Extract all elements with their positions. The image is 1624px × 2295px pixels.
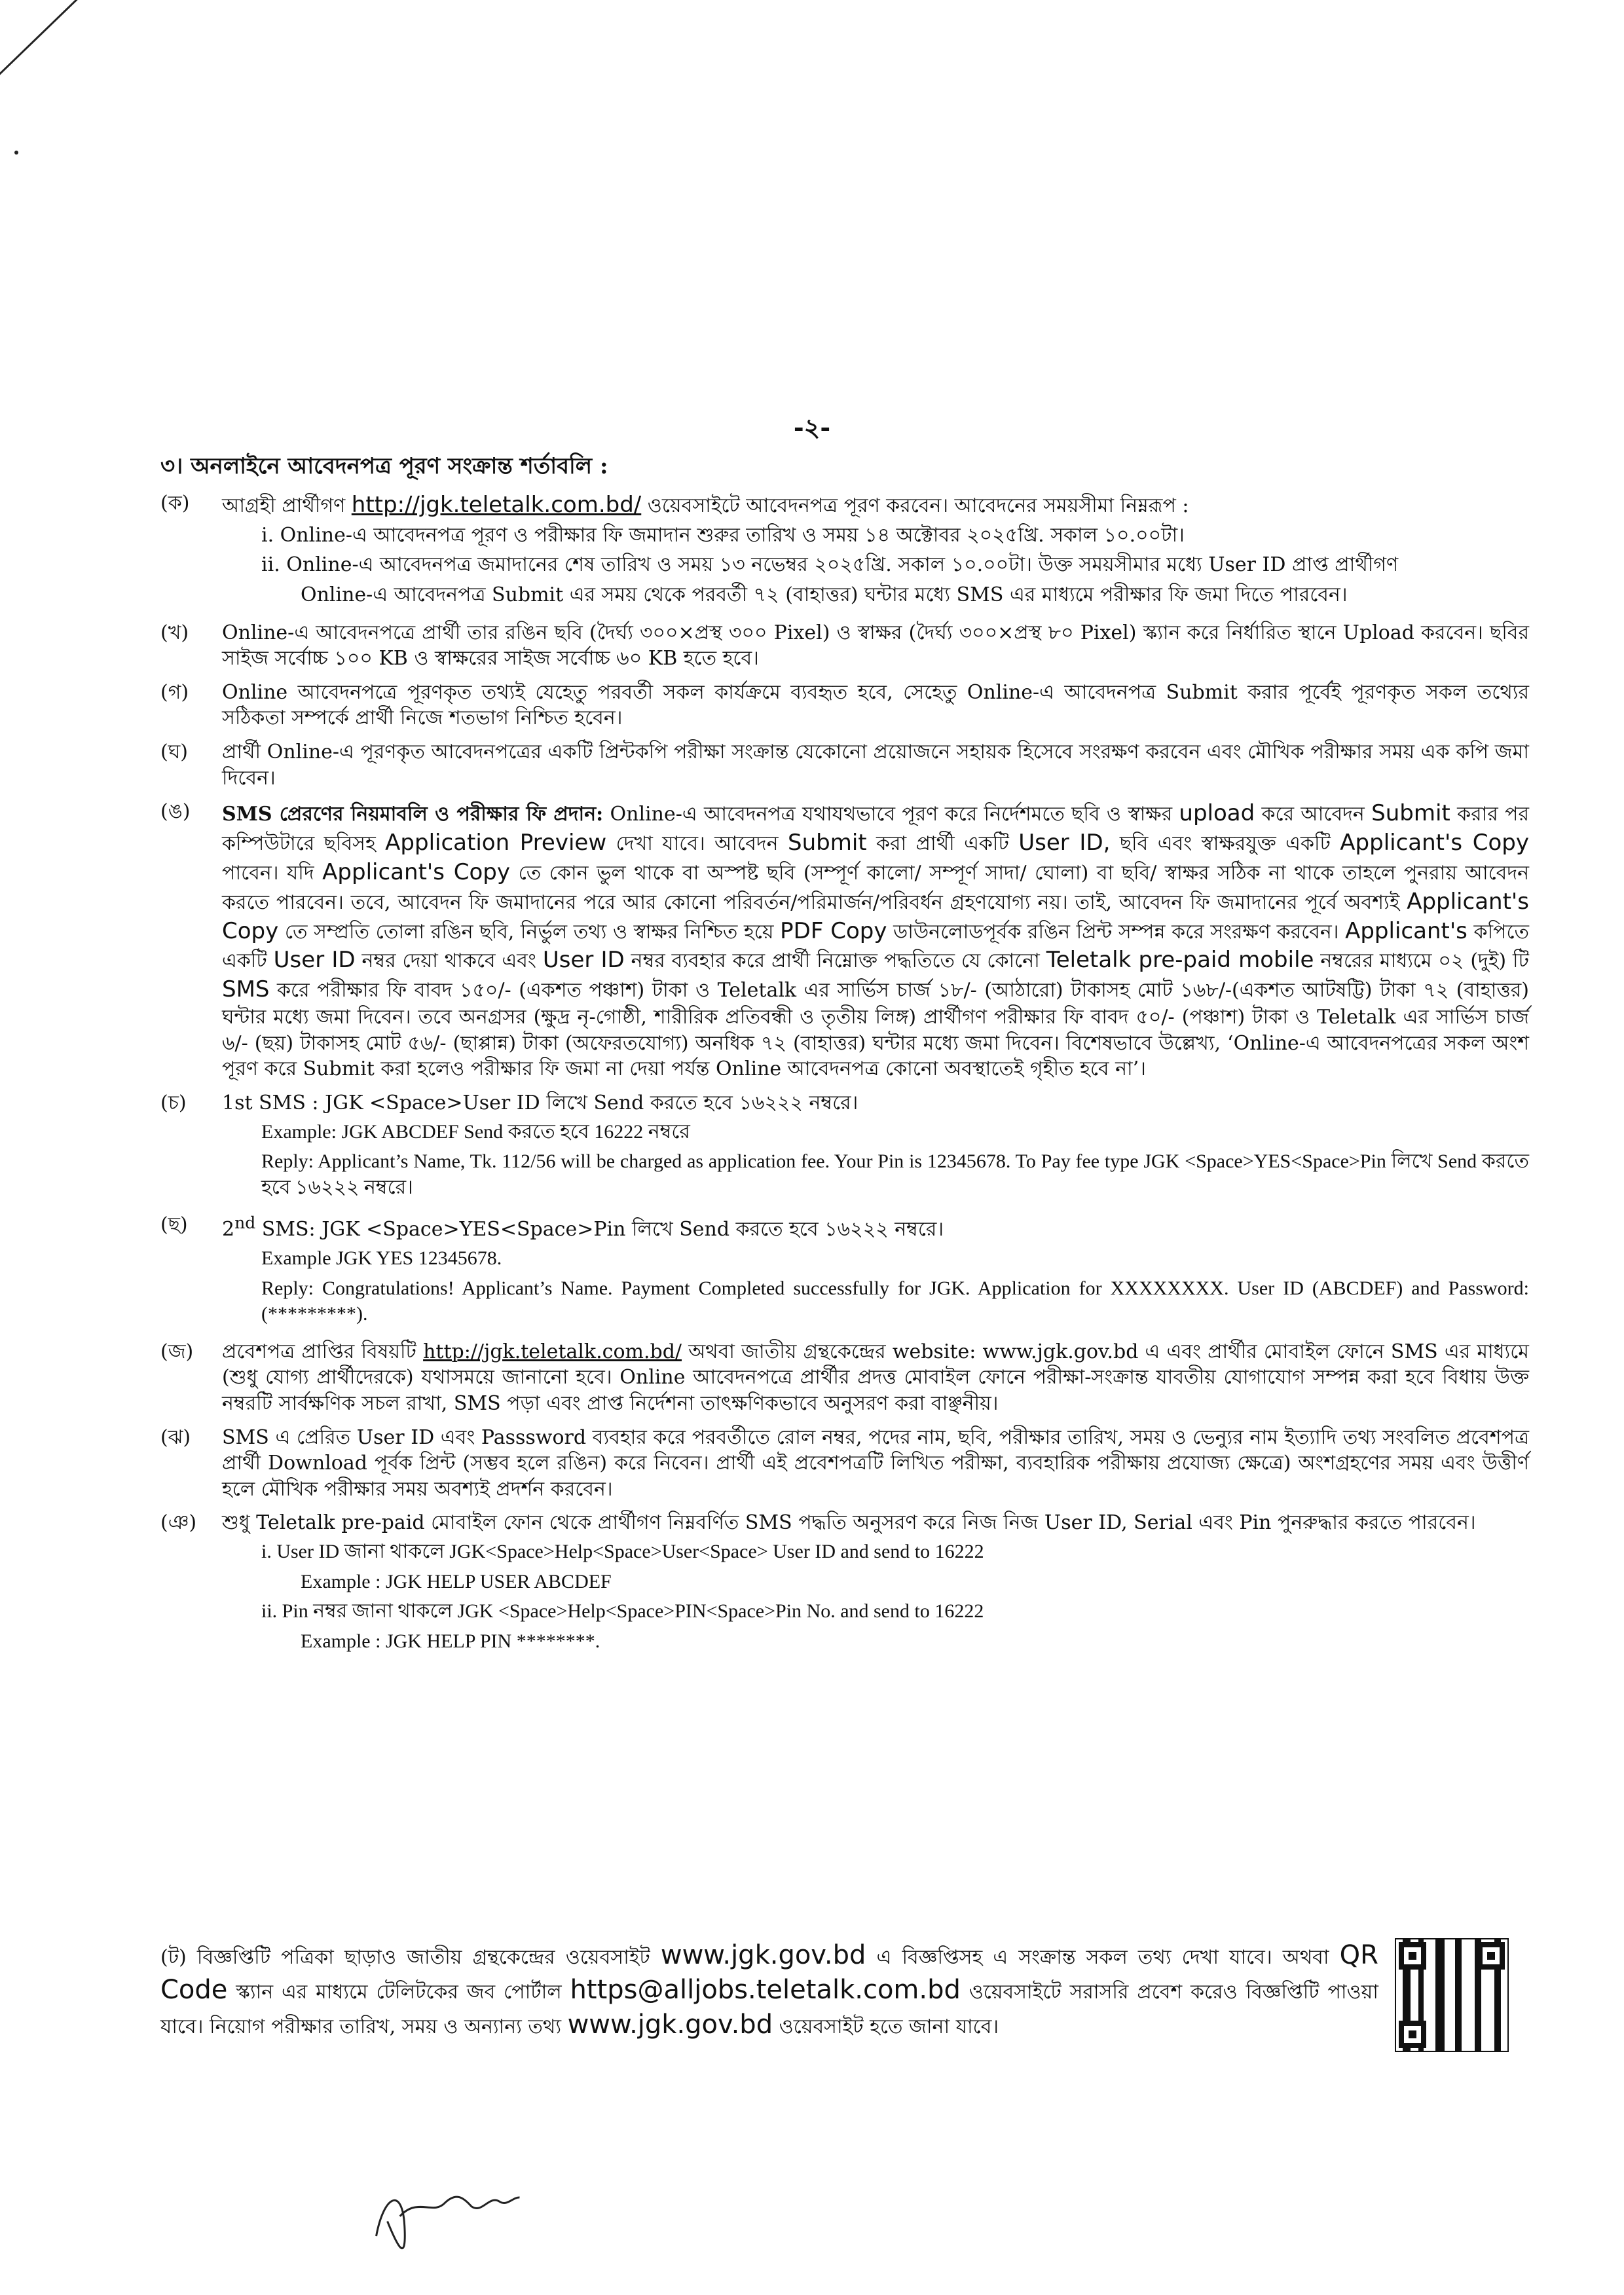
item-text: করে পরীক্ষার ফি বাবদ ১৫০/- (একশত পঞ্চাশ) টাকা ও Teletalk এর সার্ভিস চার্জ ১৮/- (আঠারো) টাকাসহ মোট ১৬৮/-(একশত আটষট্টি) টাকা ৭২ (বাহাত্তর) ঘন্টার মধ্যে জমা দিবেন। তবে অনগ্রসর (ক্ষুদ্র নৃ-গোষ্ঠী, শারীরিক প্রতিবন্ধী ও তৃতীয় লিঙ্গ) প্রার্থীগণ পরীক্ষার ফি বাবদ ৫০/- (পঞ্চাশ) টাকা ও Teletalk এর সার্ভিস চার্জ ৬/- (ছয়) টাকাসহ মোট ৫৬/- (ছাপ্পান্ন) টাকা (অফেরতযোগ্য) অনধিক ৭২ (বাহাত্তর) ঘন্টার মধ্যে জমা দিবেন। বিশেষভাবে উল্লেখ্য, ‘Online-এ আবেদনপত্রের সকল অংশ পূরণ করে Submit করা হলেও পরীক্ষার ফি জমা না দেয়া পর্যন্ত Online আবেদনপত্র কোনো অবস্থাতেই গৃহীত হবে না’। [222, 979, 1529, 1081]
item-text: Applicant's Copy [322, 858, 511, 885]
item-marker: (ক) [160, 491, 190, 515]
item-text: User ID [542, 947, 625, 974]
sms-reply-1: Reply: Applicant’s Name, Tk. 112/56 will be charged as application fee. Your Pin is 12345678. To Pay fee type JGK <Space>YES<Space>Pin লিখে Send করতে হবে ১৬২২২ নম্বরে। [261, 1150, 1529, 1198]
item-marker: (গ) [160, 680, 189, 704]
subitem-ii: ii. Online-এ আবেদনপত্র জমাদানের শেষ তারিখ ও সময় ১৩ নভেম্বর ২০২৫খ্রি. সকাল ১০.০০টা। উক্ত সময়সীমার মধ্যে User ID প্রাপ্ত প্রার্থীগণ [261, 553, 1399, 577]
item-body: প্রার্থী Online-এ পূরণকৃত আবেদনপত্রের একটি প্রিন্টকপি পরীক্ষা সংক্রান্ত যেকোনো প্রয়োজনে সহায়ক হিসেবে সংরক্ষণ করবেন এবং মৌখিক পরীক্ষার সময় এক কপি জমা দিবেন। [222, 740, 1529, 790]
item-body [222, 1212, 1529, 1331]
item-text: ওয়েবসাইট হতে জানা যাবে। [779, 2015, 999, 2038]
item-ga [160, 680, 1529, 731]
sms-step-2 [222, 1212, 1529, 1243]
section-heading: ৩। অনলাইনে আবেদনপত্র পূরণ সংক্রান্ত শর্তাবলি : [160, 453, 608, 479]
item-body [222, 490, 1529, 612]
item-kha [160, 620, 1529, 672]
website-link-2[interactable]: www.jgk.gov.bd [567, 2009, 773, 2040]
item-text: Applicant's [1345, 917, 1467, 944]
item-text: বিজ্ঞপ্তিটি পত্রিকা ছাড়াও জাতীয় গ্রন্থকেন্দ্রের ওয়েবসাইট [196, 1946, 650, 1969]
item-text: তে কোন ভুল থাকে বা অস্পষ্ট ছবি (সম্পূর্ণ কালো/ সম্পূর্ণ সাদা/ ঘোলা) বা ছবি/ স্বাক্ষর সঠিক না থাকে তাহলে পুনরায় আবেদন করতে পারবেন। তবে, আবেদন ফি জমাদানের পরে আর কোনো পরিবর্তন/পরিমার্জন/পরিবর্ধন গ্রহণযোগ্য নয়। তাই, আবেদন ফি জমাদানের পূর্বে অবশ্যই [222, 861, 1529, 914]
item-text: Online-এ আবেদনপত্র যথাযথভাবে পূরণ করে নির্দেশমতে ছবি ও স্বাক্ষর [610, 803, 1173, 826]
item-marker: (ট) [160, 1946, 187, 1969]
item-text: Applicant's Copy [222, 888, 1529, 944]
page-number: -২- [793, 413, 831, 442]
item-marker: (খ) [160, 621, 189, 644]
item-text: SMS [222, 976, 270, 1003]
item-cha [160, 1090, 1529, 1204]
item-text: Submit [1371, 800, 1450, 827]
recovery-user-id: i. User ID জানা থাকলে JGK<Space>Help<Space>User<Space> User ID and send to 16222 [261, 1540, 984, 1562]
recovery-pin-example: Example : JGK HELP PIN ********. [301, 1630, 600, 1652]
item-text: Teletalk pre-paid mobile [1046, 947, 1314, 974]
item-body: Online আবেদনপত্রে পূরণকৃত তথ্যই যেহেতু পরবর্তী সকল কার্যক্রমে ব্যবহৃত হবে, সেহেতু Online-এ আবেদনপত্র Submit করার পূর্বেই পূরণকৃত সকল তথ্যের সঠিকতা সম্পর্কে প্রার্থী নিজে শতভাগ নিশ্চিত হবেন। [222, 680, 1529, 730]
item-text: SMS: JGK <Space>YES<Space>Pin লিখে Send করতে হবে ১৬২২২ নম্বরে। [255, 1218, 944, 1241]
terms-section [160, 452, 1529, 1666]
superscript: nd [234, 1213, 256, 1233]
recovery-intro: শুধু Teletalk pre-paid মোবাইল ফোন থেকে প্রার্থীগণ নিম্নবর্ণিত SMS পদ্ধতি অনুসরণ করে নিজ নিজ User ID, Serial এবং Pin পুনরুদ্ধার করতে পারবেন। [222, 1511, 1476, 1535]
item-text: অথবা জাতীয় গ্রন্থকেন্দ্রের website: www.jgk.gov.bd এ এবং প্রার্থীর মোবাইল ফোনে SMS এর মাধ্যমে (শুধু যোগ্য প্রার্থীদেরকে) যথাসময়ে জানানো হবে। Online আবেদনপত্রে প্রার্থীর প্রদত্ত মোবাইল ফোনে পরীক্ষা-সংক্রান্ত যাবতীয় যোগাযোগ সম্পন্ন করা হবে বিধায় উক্ত নম্বরটি সার্বক্ষণিক সচল রাখা, SMS পড়া এবং প্রাপ্ত নির্দেশনা তাৎক্ষণিকভাবে অনুসরণ করা বাঞ্ছনীয়। [222, 1340, 1529, 1415]
item-text: ওয়েবসাইটে সরাসরি প্রবেশ করেও বিজ্ঞপ্তিটি পাওয়া যাবে। নিয়োগ পরীক্ষার তারিখ, সময় ও অন্যান্য তথ্য [160, 1980, 1378, 2038]
sms-rules-title: SMS প্রেরণের নিয়মাবলি ও পরীক্ষার ফি প্রদান: [222, 803, 604, 826]
website-link[interactable]: www.jgk.gov.bd [660, 1940, 866, 1970]
item-marker: (ঙ) [160, 800, 191, 824]
item-text: দেখা যাবে। আবেদন [616, 832, 779, 855]
item-body [222, 1510, 1529, 1658]
recovery-pin: ii. Pin নম্বর জানা থাকলে JGK <Space>Help<Space>PIN<Space>Pin No. and send to 16222 [261, 1600, 984, 1623]
item-text: নম্বর ব্যবহার করে প্রার্থী নিম্নোক্ত পদ্ধতিতে যে কোনো [631, 949, 1040, 973]
item-marker: (ঝ) [160, 1425, 191, 1449]
item-text: এ বিজ্ঞপ্তিসহ এ সংক্রান্ত সকল তথ্য দেখা যাবে। অথবা [876, 1946, 1329, 1969]
qr-finder [1399, 1942, 1426, 1970]
item-text: Application Preview [385, 829, 607, 856]
item-text: করার পর কম্পিউটারে ছবিসহ [222, 803, 1529, 855]
signature-stroke [372, 2183, 525, 2252]
scan-dot [14, 151, 18, 155]
item-text: ছবি এবং স্বাক্ষরযুক্ত একটি [1119, 832, 1331, 855]
item-text: QR Code [160, 1940, 1378, 2005]
item-marker: (জ) [160, 1340, 194, 1363]
item-uma [160, 799, 1529, 1082]
item-text: নম্বর দেয়া থাকবে এবং [361, 949, 536, 973]
sms-example-1: Example: JGK ABCDEF Send করতে হবে 16222 নম্বরে [261, 1120, 690, 1143]
qr-code-icon[interactable] [1395, 1938, 1509, 2052]
subitem-ii-cont: Online-এ আবেদনপত্র Submit এর সময় থেকে পরবর্তী ৭২ (বাহাত্তর) ঘন্টার মধ্যে SMS এর মাধ্যমে পরীক্ষার ফি জমা দিতে পারবেন। [301, 583, 1348, 606]
item-ja [160, 1339, 1529, 1417]
qr-finder [1477, 1942, 1505, 1970]
item-text: নম্বরের মাধ্যমে ০২ (দুই) টি [1320, 949, 1529, 973]
item-ta [160, 1938, 1378, 2042]
item-jha [160, 1425, 1529, 1503]
qr-finder [1399, 2021, 1426, 2048]
item-text: 2 [222, 1218, 235, 1241]
scan-edge-line [0, 0, 151, 94]
item-text: পাবেন। যদি [222, 861, 314, 885]
item-ka [160, 490, 1529, 612]
item-text: PDF Copy [780, 917, 887, 944]
item-text: স্ক্যান এর মাধ্যমে টেলিটকের জব পোর্টাল [236, 1980, 562, 2004]
item-text: করে আবেদন [1261, 803, 1365, 826]
sms-step-1: 1st SMS : JGK <Space>User ID লিখে Send করতে হবে ১৬২২২ নম্বরে। [222, 1092, 858, 1114]
subitem-i: i. Online-এ আবেদনপত্র পূরণ ও পরীক্ষার ফি জমাদান শুরুর তারিখ ও সময় ১৪ অক্টোবর ২০২৫খ্রি. সকাল ১০.০০টা। [261, 523, 1185, 547]
signature-icon [363, 2163, 528, 2256]
item-text: User ID [273, 947, 356, 974]
item-text: আগ্রহী প্রার্থীগণ [222, 494, 346, 517]
item-marker: (চ) [160, 1092, 187, 1114]
item-text: ডাউনলোডপূর্বক রঙিন প্রিন্ট সম্পন্ন করে সংরক্ষণ করবেন। [893, 920, 1339, 944]
item-marker: (ঘ) [160, 740, 188, 763]
item-nya [160, 1510, 1529, 1658]
item-marker: (ঞ) [160, 1511, 197, 1535]
job-portal-link[interactable]: https@alljobs.teletalk.com.bd [570, 1974, 961, 2005]
item-body [222, 1090, 1529, 1204]
item-body: SMS এ প্রেরিত User ID এবং Passsword ব্যবহার করে পরবর্তীতে রোল নম্বর, পদের নাম, ছবি, পরীক্ষার তারিখ, সময় ও ভেন্যুর নাম ইত্যাদি তথ্য সংবলিত প্রবেশপত্র প্রার্থী Download পূর্বক প্রিন্ট (সম্ভব হলে রঙিন) করে নিবেন। প্রার্থী এই প্রবেশপত্রটি লিখিত পরীক্ষা, ব্যবহারিক পরীক্ষায় প্রযোজ্য ক্ষেত্রে) অংশগ্রহণের সময় এবং উত্তীর্ণ হলে মৌখিক পরীক্ষার সময় অবশ্যই প্রদর্শন করবেন। [222, 1425, 1529, 1501]
item-chha [160, 1212, 1529, 1331]
item-text: প্রবেশপত্র প্রাপ্তির বিষয়টি [222, 1340, 416, 1363]
item-body [222, 1339, 1529, 1417]
recovery-user-id-example: Example : JGK HELP USER ABCDEF [301, 1570, 612, 1592]
item-text: তে সম্প্রতি তোলা রঙিন ছবি, নির্ভুল তথ্য ও স্বাক্ষর নিশ্চিত হয়ে [284, 920, 774, 944]
sms-example-2: Example JGK YES 12345678. [261, 1247, 502, 1269]
item-text: Submit [787, 829, 867, 856]
apply-link[interactable]: http://jgk.teletalk.com.bd/ [351, 491, 642, 518]
sms-reply-2: Reply: Congratulations! Applicant’s Name. Payment Completed successfully for JGK. Application for XXXXXXXX. User ID (ABCDEF) and Password: (*********). [261, 1277, 1529, 1325]
item-gha [160, 739, 1529, 791]
item-text: Applicant's Copy [1340, 829, 1529, 856]
item-text: User ID, [1018, 829, 1111, 856]
item-text: upload [1179, 800, 1255, 827]
item-marker: (ছ) [160, 1213, 188, 1237]
item-text: করা প্রার্থী একটি [876, 832, 1009, 855]
item-text: কপিতে একটি [222, 920, 1530, 973]
item-text: ওয়েবসাইটে আবেদনপত্র পূরণ করবেন। আবেদনের সময়সীমা নিম্নরূপ : [647, 494, 1189, 517]
item-body: Online-এ আবেদনপত্রে প্রার্থী তার রঙিন ছবি (দৈর্ঘ্য ৩০০×প্রস্থ ৩০০ Pixel) ও স্বাক্ষর (দৈর্ঘ্য ৩০০×প্রস্থ ৮০ Pixel) স্ক্যান করে নির্ধারিত স্থানে Upload করবেন। ছবির সাইজ সর্বোচ্চ ১০০ KB ও স্বাক্ষরের সাইজ সর্বোচ্চ ৬০ KB হতে হবে। [222, 621, 1529, 670]
item-body [222, 799, 1529, 1082]
admit-card-link[interactable]: http://jgk.teletalk.com.bd/ [423, 1340, 682, 1363]
